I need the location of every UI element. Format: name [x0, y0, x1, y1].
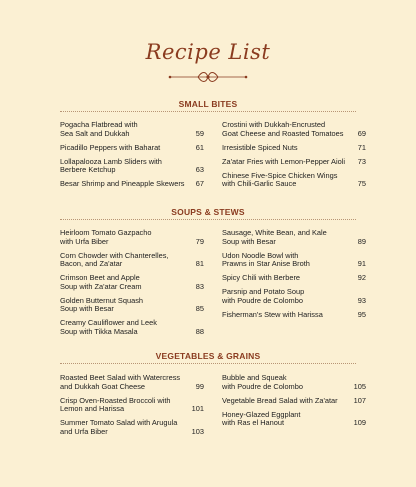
recipe-page-number: 93 — [357, 295, 366, 305]
recipe-page-number: 83 — [195, 281, 204, 291]
recipe-entry — [222, 172, 366, 189]
recipe-entry — [60, 319, 204, 336]
title-ornament — [168, 70, 248, 84]
recipe-page-number: 89 — [357, 236, 366, 246]
recipe-name: Vegetable Bread Salad with Za'atar — [222, 395, 338, 405]
recipe-entry — [222, 121, 366, 138]
recipe-entry — [60, 180, 204, 189]
recipe-page-number: 79 — [195, 236, 204, 246]
recipe-page-number: 75 — [357, 179, 366, 189]
recipe-entry — [60, 274, 204, 291]
column-right — [222, 374, 366, 433]
recipe-name: Irresistible Spiced Nuts — [222, 142, 298, 152]
column-left — [60, 374, 204, 442]
recipe-entry — [222, 311, 366, 320]
recipe-entry — [60, 374, 204, 391]
recipe-entry — [222, 252, 366, 269]
recipe-name: Roasted Beet Salad with Watercress and Dukkah Goat Cheese — [60, 373, 181, 391]
recipe-name: Pogacha Flatbread with Sea Salt and Dukkah — [60, 120, 138, 138]
recipe-name: Za'atar Fries with Lemon-Pepper Aioli — [222, 156, 345, 166]
section-heading-soups-stews: SOUPS & STEWS — [171, 207, 245, 217]
recipe-page-number: 88 — [195, 326, 204, 336]
recipe-page-number: 109 — [353, 418, 366, 428]
recipe-entry — [60, 158, 204, 175]
recipe-page-number: 71 — [357, 142, 366, 152]
recipe-name: Crostini with Dukkah-Encrusted Goat Cheese and Roasted Tomatoes — [222, 120, 344, 138]
section-divider — [60, 363, 356, 364]
recipe-name: Spicy Chili with Berbere — [222, 273, 301, 283]
recipe-name: Parsnip and Potato Soup with Poudre de Colombo — [222, 287, 305, 305]
recipe-name: Heirloom Tomato Gazpacho with Urfa Biber — [60, 228, 152, 246]
recipe-entry — [60, 144, 204, 153]
column-right — [222, 121, 366, 194]
section-divider — [60, 219, 356, 220]
recipe-page-number: 63 — [195, 165, 204, 175]
recipe-name: Lollapalooza Lamb Sliders with Berbere Ketchup — [60, 156, 162, 175]
recipe-name: Crimson Beet and Apple Soup with Za'atar Cream — [60, 273, 142, 291]
recipe-name: Chinese Five-Spice Chicken Wings with Chili-Garlic Sauce — [222, 170, 338, 189]
recipe-page-number: 73 — [357, 156, 366, 166]
section-heading-vegetables-grains: VEGETABLES & GRAINS — [155, 351, 261, 361]
recipe-entry — [60, 229, 204, 246]
recipe-name: Golden Butternut Squash Soup with Besar — [60, 295, 143, 314]
recipe-name: Udon Noodle Bowl with Prawns in Star Anise Broth — [222, 250, 310, 269]
recipe-page-number: 67 — [195, 179, 204, 189]
recipe-page-number: 69 — [357, 128, 366, 138]
recipe-page-number: 85 — [195, 304, 204, 314]
recipe-page-number: 103 — [191, 426, 204, 436]
recipe-entry — [222, 144, 366, 153]
recipe-name: Corn Chowder with Chanterelles, Bacon, and Za'atar — [60, 250, 169, 269]
recipe-entry — [222, 397, 366, 406]
recipe-name: Crisp Oven-Roasted Broccoli with Lemon and Harissa — [60, 395, 171, 414]
recipe-entry — [60, 397, 204, 414]
recipe-entry — [222, 288, 366, 305]
recipe-page-number: 81 — [195, 259, 204, 269]
recipe-entry — [60, 252, 204, 269]
recipe-page-number: 105 — [353, 381, 366, 391]
recipe-name: Honey-Glazed Eggplant with Ras el Hanout — [222, 409, 301, 428]
column-left — [60, 121, 204, 194]
recipe-name: Besar Shrimp and Pineapple Skewers — [60, 179, 185, 189]
recipe-name: Summer Tomato Salad with Arugula and Urfa Biber — [60, 418, 178, 436]
recipe-page-number: 99 — [195, 381, 204, 391]
page-title: Recipe List — [145, 40, 271, 64]
recipe-entry — [222, 374, 366, 391]
recipe-name: Bubble and Squeak with Poudre de Colombo — [222, 373, 303, 391]
recipe-page-number: 91 — [357, 259, 366, 269]
recipe-entry — [222, 229, 366, 246]
section-divider — [60, 111, 356, 112]
recipe-page-number: 107 — [353, 395, 366, 405]
recipe-entry — [60, 419, 204, 436]
recipe-page-number: 95 — [357, 309, 366, 319]
recipe-entry — [222, 274, 366, 283]
recipe-entry — [60, 121, 204, 138]
recipe-name: Creamy Cauliflower and Leek Soup with Tikka Masala — [60, 318, 157, 336]
recipe-entry — [222, 411, 366, 428]
recipe-page-number: 92 — [357, 273, 366, 283]
column-left — [60, 229, 204, 342]
recipe-page-number: 61 — [195, 142, 204, 152]
recipe-page-number: 59 — [195, 128, 204, 138]
recipe-entry — [222, 158, 366, 167]
recipe-name: Fisherman's Stew with Harissa — [222, 309, 323, 319]
column-right — [222, 229, 366, 325]
recipe-name: Picadillo Peppers with Baharat — [60, 142, 161, 152]
recipe-page-number: 101 — [191, 404, 204, 414]
recipe-entry — [60, 297, 204, 314]
section-heading-small-bites: SMALL BITES — [178, 99, 238, 109]
recipe-name: Sausage, White Bean, and Kale Soup with Besar — [222, 228, 327, 246]
